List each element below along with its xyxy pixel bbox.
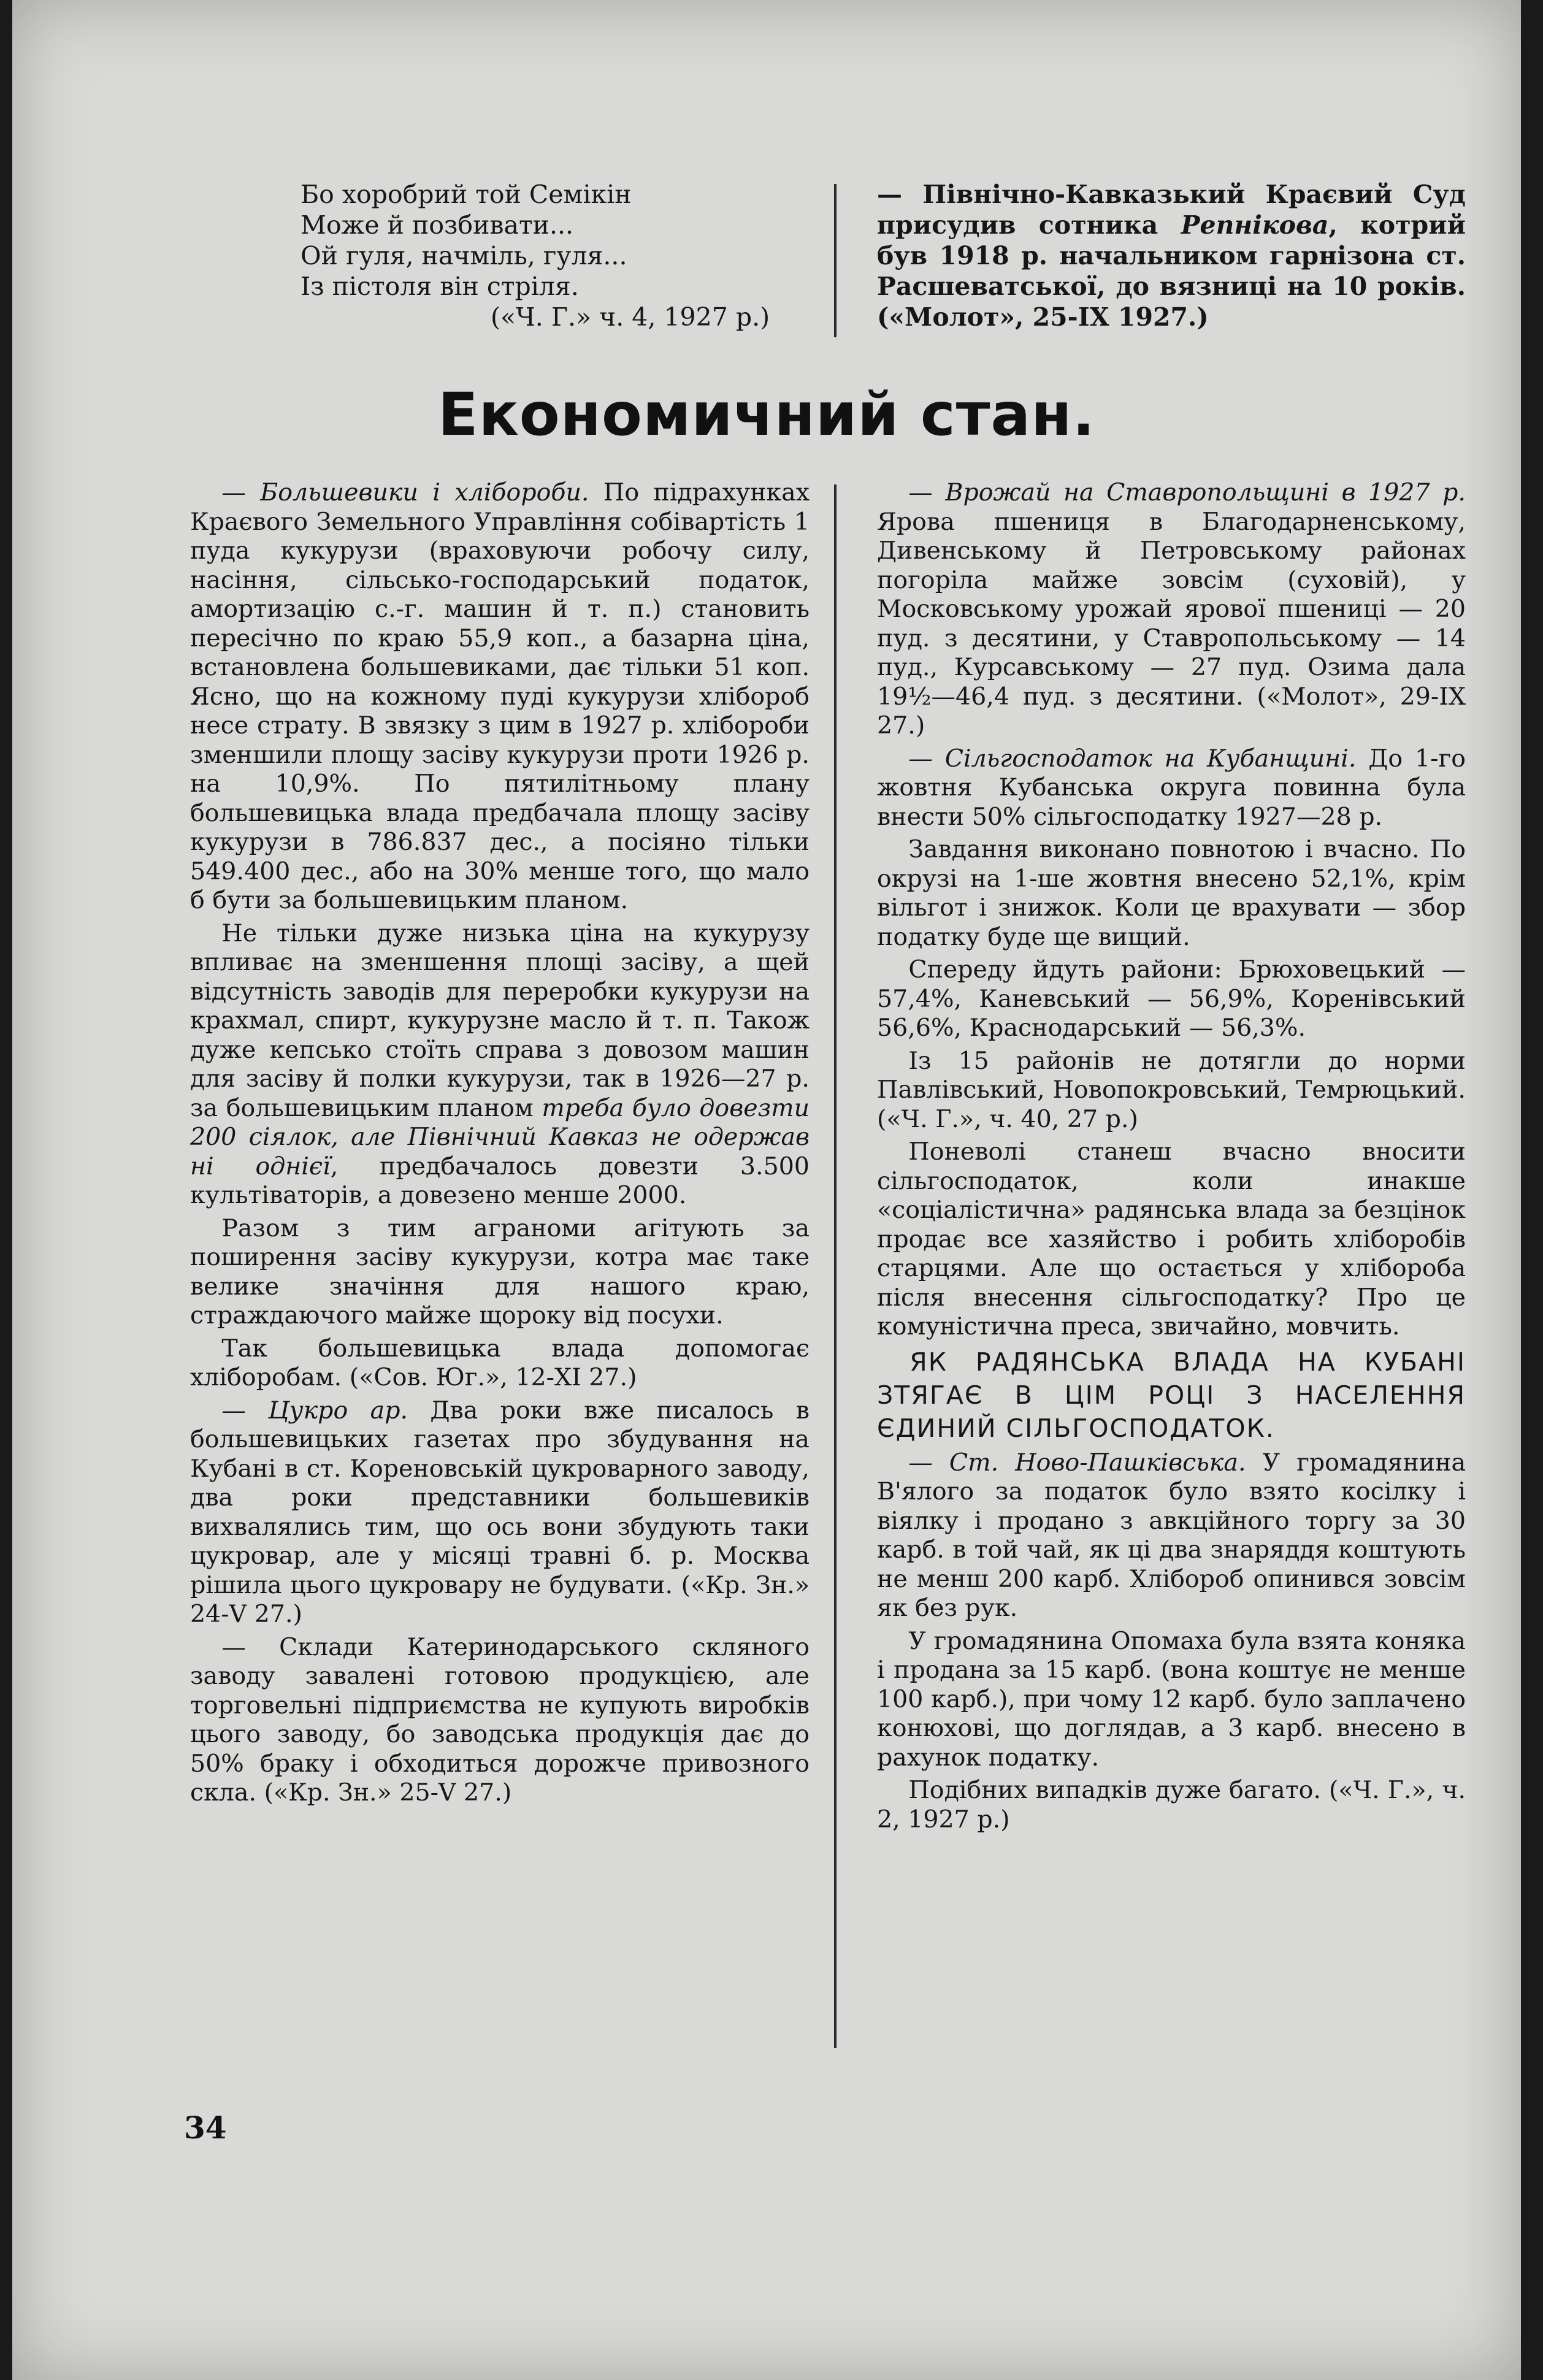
article-paragraph: У громадянина Опомаха була взята коняка і продана за 15 карб. (вона коштує не менше 100 карб.), при чому 12 карб. було заплачено конюхові, що доглядав, а 3 карб. внесено в рахунок податку. — [877, 1626, 1466, 1772]
page-number: 34 — [184, 2110, 227, 2146]
article-paragraph — [877, 1448, 1466, 1623]
article-text: Два роки вже писалось в большевицьких газетах про збудування на Кубані в ст. Кореновській цукроварного заводу, два роки представники большевиків вихвалялись тим, що ось вони збудують таки цукровар, але у місяці травні б. р. Москва рішила цього цукровару не будувати. («Кр. Зн.» 24-V 27.) — [190, 1396, 810, 1628]
poem-citation: («Ч. Г.» ч. 4, 1927 р.) — [491, 302, 770, 332]
article-title: — Цукро ар. — [221, 1396, 408, 1425]
article-paragraph: Завдання виконано повнотою і вчасно. По окрузі на 1-ше жовтня внесено 52,1%, крім вільгот і знижок. Коли це врахувати — збор податку буде ще вищий. — [877, 835, 1466, 951]
article-text: Ярова пшениця в Благодарненському, Дивенському й Петровському районах погоріла майже зовсім (суховій), у Московському урожай ярової пшениці — 20 пуд. з десятини, у Ставропольському — 14 пуд., Курсавському — 27 пуд. Озима дала 19½—46,4 пуд. з десятини. («Молот», 29-IX 27.) — [877, 507, 1466, 740]
article-emphasis: треба було довезти 200 сіялок, але Північний Кавказ не одержав ні однієї — [190, 1093, 810, 1180]
top-note-after: , котрий був 1918 р. начальником гарнізона ст. Расшеватської, до вязниці на 10 років. («Молот», 25-IX 1927.) — [877, 210, 1466, 332]
article-text: До 1-го жовтня Кубанська округа повинна була внести 50% сільгоcподатку 1927—28 р. — [877, 744, 1466, 831]
top-note-before: — Північно-Кавказький Краєвий Суд присудив сотника — [877, 180, 1466, 240]
poem-block — [301, 179, 810, 332]
poem-line: Може й позбивати... — [301, 210, 574, 240]
article-title: — Ст. Ново-Пашківська. — [908, 1448, 1246, 1477]
article-paragraph: — Склади Катеринодарського скляного заводу завалені готовою продукцією, але торговельні підприємства не купують виробків цього заводу, бо заводська продукція дає до 50% браку і обходиться дорожче привозного скла. («Кр. Зн.» 25-V 27.) — [190, 1632, 810, 1807]
left-column — [190, 478, 810, 1812]
article-paragraph — [190, 478, 810, 916]
poem-line: Ой гуля, начміль, гуля... — [301, 241, 627, 270]
article-paragraph — [877, 478, 1466, 741]
poem-line: Із пістоля він стріля. — [301, 272, 579, 301]
article-title: — Сільгоcподаток на Кубанщині. — [908, 744, 1357, 773]
top-note — [877, 179, 1466, 336]
top-note-name: Репнікова — [1181, 210, 1329, 240]
article-subheading: ЯК РАДЯНСЬКА ВЛАДА НА КУБАНІ ЗТЯГАЄ В ЦІМ РОЦІ З НАСЕЛЕННЯ ЄДИНИЙ СІЛЬГОСПОДАТОК. — [877, 1347, 1466, 1443]
article-text: Не тільки дуже низька ціна на кукурузу впливає на зменшення площі засіву, а щей відсутність заводів для переробки кукурузи на крахмал, спирт, кукурузне масло й т. п. Також дуже кепсько стоїть справа з довозом машин для засіву й полки кукурузи, так в 1926—27 р. за большевицьким планом — [190, 919, 810, 1122]
article-title: — Большевики і хлібороби. — [221, 478, 589, 507]
article-paragraph: Разом з тим аграноми агітують за поширення засіву кукурузи, котра має таке велике значіння для нашого краю, страждаючого майже щороку від посухи. — [190, 1214, 810, 1330]
right-column — [877, 478, 1466, 1838]
article-text: У громадянина В'ялого за податок було взято косілку і віялку і продано з авкційного торгу за 30 карб. в той чай, як ці два знаряддя коштують не менш 200 карб. Хлібороб опинився зовсім як без рук. — [877, 1448, 1466, 1622]
article-paragraph: Із 15 районів не дотягли до норми Павлівський, Новопокровський, Темрюцький. («Ч. Г.», ч. 40, 27 р.) — [877, 1046, 1466, 1133]
poem-line: Бо хоробрий той Семікін — [301, 180, 632, 209]
column-divider-top — [834, 184, 837, 337]
article-paragraph — [190, 919, 810, 1211]
article-title: — Врожай на Ставропольщині в 1927 р. — [908, 478, 1466, 507]
section-heading: Економичний стан. — [437, 380, 1095, 449]
article-paragraph: Поневолі станеш вчасно вносити сільгоcподаток, коли инакше «соціалістична» радянська влада за безцінок продає все хазяйство і робить хліборобів старцями. Але що остається у хлібороба після внесення сільгоcподатку? Про це комуністична преса, звичайно, мовчить. — [877, 1138, 1466, 1341]
article-paragraph: Так большевицька влада допомогає хліборобам. («Сов. Юг.», 12-XI 27.) — [190, 1334, 810, 1391]
article-text: По підрахунках Краєвого Земельного Управління собівартість 1 пуда кукурузи (враховуючи робочу силу, насіння, сільсько-господарський податок, амортизацію с.-г. машин й т. п.) становить пересічно по краю 55,9 коп., а базарна ціна, встановлена большевиками, дає тільки 51 коп. Ясно, що на кожному пуді кукурузи хлібороб несе страту. В звязку з цим в 1927 р. хлібороби зменшили площу засіву кукурузи проти 1926 р. на 10,9%. По пятилітньому плану большевицька влада предбачала площу засіву кукурузи в 786.837 дес., а посіяно тільки 549.400 дес., або на 30% менше того, що мало б бути за большевицьким планом. — [190, 478, 810, 914]
article-text: , предбачалось довезти 3.500 культіваторів, а довезено менше 2000. — [190, 1152, 810, 1209]
page-sheet — [12, 0, 1521, 2380]
column-divider-main — [834, 484, 837, 2048]
article-paragraph — [877, 744, 1466, 832]
article-paragraph: Спереду йдуть райони: Брюховецький — 57,4%, Каневський — 56,9%, Коренівський 56,6%, Краснодарський — 56,3%. — [877, 955, 1466, 1042]
article-paragraph: Подібних випадків дуже багато. («Ч. Г.», ч. 2, 1927 р.) — [877, 1776, 1466, 1834]
article-paragraph — [190, 1396, 810, 1629]
